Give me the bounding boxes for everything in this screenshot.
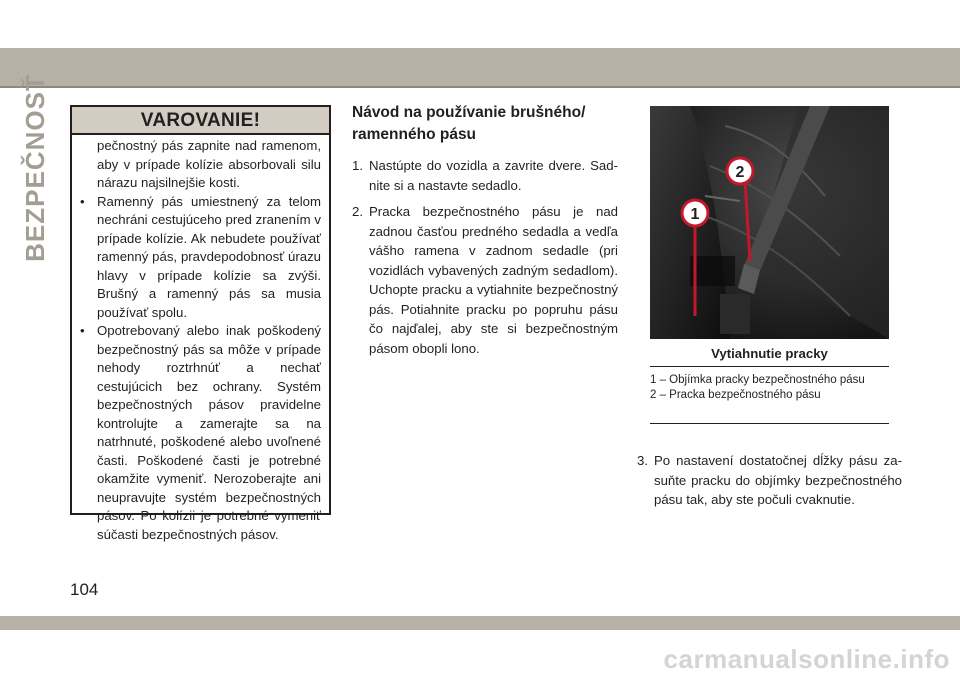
- warning-box: [70, 105, 331, 542]
- warning-bullet-text: Opotrebovaný alebo inak poškodený bezpečnostný pás sa môže v prípade nehody roztrhnúť a nechať cestujúcich bez ochrany. Systém bezpečnostných pásov pravidelne kontrolujte a zamerajte sa na natrhnuté, poškodené alebo uvoľnené časti. Poškodené časti je potrebné okamžite vymeniť. Nerozoberajte ani neupravujte systém bezpečnostných pásov. Po kolízii je potrebné vymeniť súčasti bezpečnostných pásov.: [97, 323, 321, 542]
- step-number: 1.: [352, 158, 363, 173]
- header-band-rule: [0, 86, 960, 88]
- page-number: 104: [70, 580, 99, 599]
- step-text: Po nastavení dostatočnej dĺžky pásu zasuňte pracku do objímky bezpečnostného pásu tak, aby ste počuli cvaknutie.: [654, 453, 902, 507]
- bullet-icon: •: [80, 193, 85, 209]
- step-number: 3.: [637, 453, 648, 468]
- section-heading: Návod na používanie brušného/ ramenného pásu: [352, 104, 586, 143]
- warning-bullet: [80, 193, 321, 323]
- callout-1-label: 1: [690, 206, 700, 223]
- section-tab: BEZPEČNOSŤ: [20, 74, 50, 262]
- step-item: [352, 202, 618, 358]
- seatbelt-illustration: [650, 106, 889, 339]
- header-band: [0, 48, 960, 86]
- bullet-icon: •: [80, 323, 85, 338]
- steps-list: [352, 156, 618, 358]
- caption-divider: [650, 366, 889, 367]
- watermark: carmanualsonline.info: [663, 644, 950, 674]
- legend-divider: [650, 423, 889, 424]
- step-item: [352, 156, 618, 195]
- legend-item: 1 – Objímka pracky bezpečnostného pásu: [650, 374, 865, 386]
- warning-continued-text: pečnostný pás zapnite nad ramenom, aby v prípade kolízie absorbovali silu nárazu najsilnejšie kosti.: [97, 138, 321, 190]
- seatbelt-photo: [650, 106, 889, 339]
- footer-band: [0, 616, 960, 630]
- warning-bullet-list: [80, 193, 321, 545]
- step-text: Nastúpte do vozidla a zavrite dvere. Sadnite si a nastavte sedadlo.: [369, 158, 618, 193]
- figure-caption: Vytiahnutie pracky: [711, 346, 828, 361]
- warning-body: [72, 135, 329, 544]
- warning-title: VAROVANIE!: [72, 107, 329, 135]
- callout-2-label: 2: [735, 164, 745, 181]
- warning-bullet: [80, 322, 321, 544]
- step-text: Pracka bezpečnostného pásu je nad zadnou časťou predného sedadla a vedľa vášho ramena v zadnom sedadle (pri vozidlách vybavených zadným sedadlom). Uchopte pracku a vytiahnite bezpečnostný pás. Potiahnite pracku po popruhu pásu čo najďalej, aby ste si bezpečnostným pásom obopli lono.: [369, 204, 618, 356]
- figure-legend: [650, 373, 889, 403]
- legend-item: 2 – Pracka bezpečnostného pásu: [650, 389, 821, 401]
- instructions-column: [352, 102, 618, 365]
- step-item: [637, 451, 902, 510]
- warning-bullet-text: Ramenný pás umiestnený za telom nechráni cestujúceho pred zranením v prípade kolízie. Ak nebudete používať ramenný pás, pravdepodobnosť úrazu hlavy v prípade kolízie sa zvýši. Brušný a ramenný pás sa musia používať spolu.: [97, 193, 321, 320]
- step-number: 2.: [352, 204, 363, 219]
